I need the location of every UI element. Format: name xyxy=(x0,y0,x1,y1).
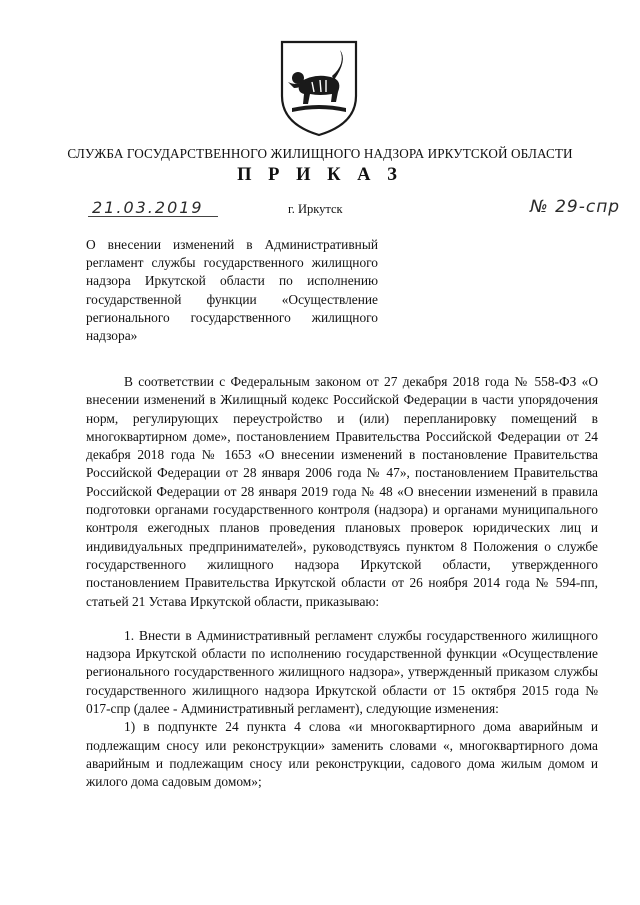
agency-name: СЛУЖБА ГОСУДАРСТВЕННОГО ЖИЛИЩНОГО НАДЗОРА ИРКУТСКОЙ ОБЛАСТИ xyxy=(67,146,573,161)
body-text xyxy=(86,373,598,792)
clause-1-sub-1-paragraph: 1) в подпункте 24 пункта 4 слова «и многоквартирного дома аварийным и подлежащим сносу или реконструкции» заменить словами «, многоквартирного дома аварийным и подлежащим сносу или реконструкции, садового дома жилым домом и жилого дома садовым домом»; xyxy=(86,719,598,790)
preamble-paragraph: В соответствии с Федеральным законом от 27 декабря 2018 года № 558-ФЗ «О внесении изменений в Жилищный кодекс Российской Федерации в части упорядочения норм, регулирующих переустройство и (или) перепланировку помещений в многоквартирном доме», постановлением Правительства Российской Федерации от 24 декабря 2018 года № 1653 «О внесении изменений в постановление Правительства Российской Федерации от 28 января 2006 года № 47», постановлением Правительства Российской Федерации от 28 января 2019 года № 48 «О внесении изменений в правила подготовки органами государственного контроля (надзора) и органами муниципального контроля ежегодных планов проведения плановых проверок юридических лиц и индивидуальных предпринимателей», руководствуясь пунктом 8 Положения о службе государственного жилищного надзора Иркутской области, утвержденного постановлением Правительства Иркутской области от 26 ноября 2014 года № 594-пп, статьей 21 Устава Иркутской области, приказываю: xyxy=(86,374,598,609)
subject-block xyxy=(86,236,378,345)
document-title: П Р И К А З xyxy=(237,165,403,185)
city-label: г. Иркутск xyxy=(288,202,343,216)
subject-text: О внесении изменений в Административный регламент службы государственного жилищного надзора Иркутской области по исполнению государственной функции «Осуществление регионального государственного жилищного надзора» xyxy=(86,237,378,344)
order-number: № 29-спр xyxy=(530,197,621,217)
date-underline xyxy=(88,216,218,217)
order-date: 21.03.2019 xyxy=(92,198,204,217)
irkutsk-coat-of-arms-icon xyxy=(276,38,362,138)
clause-1-paragraph: 1. Внести в Административный регламент службы государственного жилищного надзора Иркутской области по исполнению государственной функции «Осуществление регионального государственного жилищного надзора», утвержденный приказом службы государственного жилищного надзора Иркутской области от 15 октября 2015 года № 017-спр (далее - Административный регламент), следующие изменения: xyxy=(86,627,598,717)
